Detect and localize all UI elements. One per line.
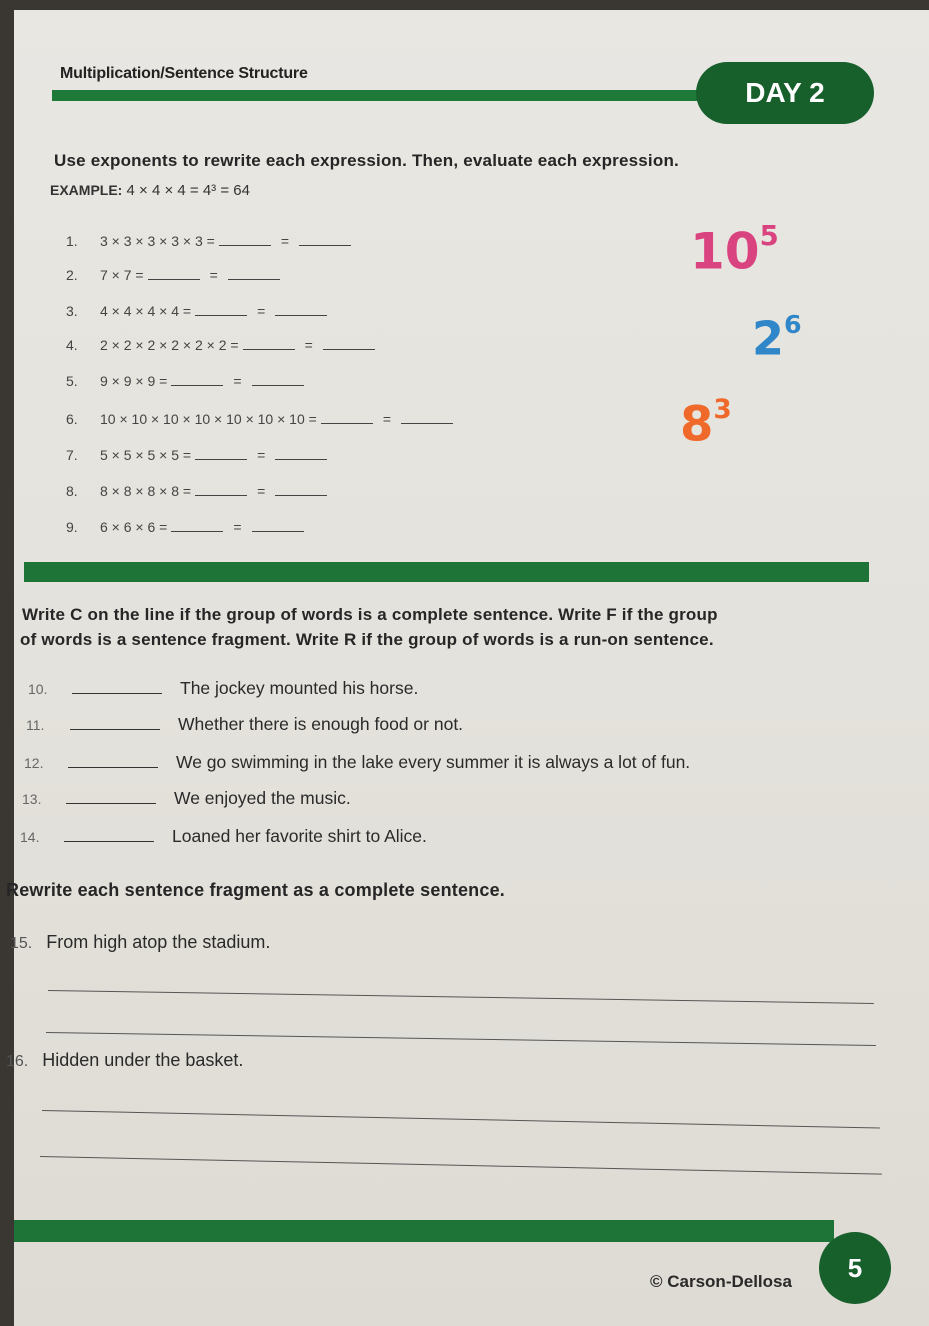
sentence-item: 14. Loaned her favorite shirt to Alice. — [20, 826, 427, 846]
answer-blank[interactable] — [171, 372, 223, 386]
worksheet-page — [6, 10, 929, 1326]
problem-item: 8. 8 × 8 × 8 × 8 = = — [66, 482, 331, 499]
footer-rule — [14, 1220, 834, 1242]
problem-item: 9. 6 × 6 × 6 = = — [66, 518, 308, 535]
answer-blank[interactable] — [299, 232, 351, 246]
answer-blank[interactable] — [275, 302, 327, 316]
writing-line[interactable] — [40, 1156, 882, 1175]
rewrite-item: 15. From high atop the stadium. — [10, 932, 271, 952]
problem-item: 6. 10 × 10 × 10 × 10 × 10 × 10 × 10 = = — [66, 410, 457, 427]
decor-exponent: $2^6$ — [752, 310, 802, 366]
answer-blank[interactable] — [219, 232, 271, 246]
answer-line[interactable] — [64, 828, 154, 842]
exponent-instruction: Use exponents to rewrite each expression. Then, evaluate each expression. — [54, 151, 679, 170]
writing-line[interactable] — [46, 1032, 876, 1046]
answer-line[interactable] — [66, 790, 156, 804]
sentence-instruction-line2: of words is a sentence fragment. Write R if the group of words is a run-on sentence. — [20, 630, 714, 649]
answer-line[interactable] — [68, 754, 158, 768]
answer-blank[interactable] — [401, 410, 453, 424]
page-number: 5 — [819, 1232, 891, 1304]
answer-line[interactable] — [70, 716, 160, 730]
answer-blank[interactable] — [243, 336, 295, 350]
sentence-item: 13. We enjoyed the music. — [22, 788, 351, 808]
writing-line[interactable] — [48, 990, 874, 1004]
answer-blank[interactable] — [323, 336, 375, 350]
sentence-item: 10. The jockey mounted his horse. — [28, 678, 419, 698]
header-rule — [52, 90, 752, 101]
problem-item: 7. 5 × 5 × 5 × 5 = = — [66, 446, 331, 463]
decor-exponent: $8^3$ — [680, 394, 732, 453]
answer-blank[interactable] — [275, 446, 327, 460]
problem-item: 2. 7 × 7 = = — [66, 266, 284, 283]
problem-item: 3. 4 × 4 × 4 × 4 = = — [66, 302, 331, 319]
copyright: © Carson-Dellosa — [650, 1272, 792, 1291]
answer-blank[interactable] — [195, 302, 247, 316]
problem-item: 5. 9 × 9 × 9 = = — [66, 372, 308, 389]
answer-blank[interactable] — [148, 266, 200, 280]
example-line — [50, 182, 250, 199]
day-badge: DAY 2 — [696, 62, 874, 124]
problem-item: 4. 2 × 2 × 2 × 2 × 2 × 2 = = — [66, 336, 379, 353]
problem-item: 1. 3 × 3 × 3 × 3 × 3 = = — [66, 232, 355, 249]
rewrite-instruction: Rewrite each sentence fragment as a complete sentence. — [6, 880, 505, 900]
example-text: 4 × 4 × 4 = 4³ = 64 — [126, 182, 250, 199]
answer-blank[interactable] — [171, 518, 223, 532]
answer-blank[interactable] — [321, 410, 373, 424]
sentence-item: 12. We go swimming in the lake every summer it is always a lot of fun. — [24, 752, 691, 772]
rewrite-item: 16. Hidden under the basket. — [6, 1050, 244, 1070]
section-divider — [24, 562, 869, 582]
writing-line[interactable] — [42, 1110, 880, 1129]
answer-blank[interactable] — [195, 446, 247, 460]
answer-blank[interactable] — [228, 266, 280, 280]
answer-blank[interactable] — [275, 482, 327, 496]
decor-exponent: $10^5$ — [690, 220, 779, 281]
section-title: Multiplication/Sentence Structure — [60, 65, 308, 82]
answer-blank[interactable] — [195, 482, 247, 496]
sentence-instruction-line1: Write C on the line if the group of words is a complete sentence. Write F if the group — [22, 605, 718, 624]
answer-blank[interactable] — [252, 518, 304, 532]
example-label: EXAMPLE: — [50, 182, 123, 198]
answer-line[interactable] — [72, 680, 162, 694]
sentence-item: 11. Whether there is enough food or not. — [26, 714, 464, 734]
answer-blank[interactable] — [252, 372, 304, 386]
